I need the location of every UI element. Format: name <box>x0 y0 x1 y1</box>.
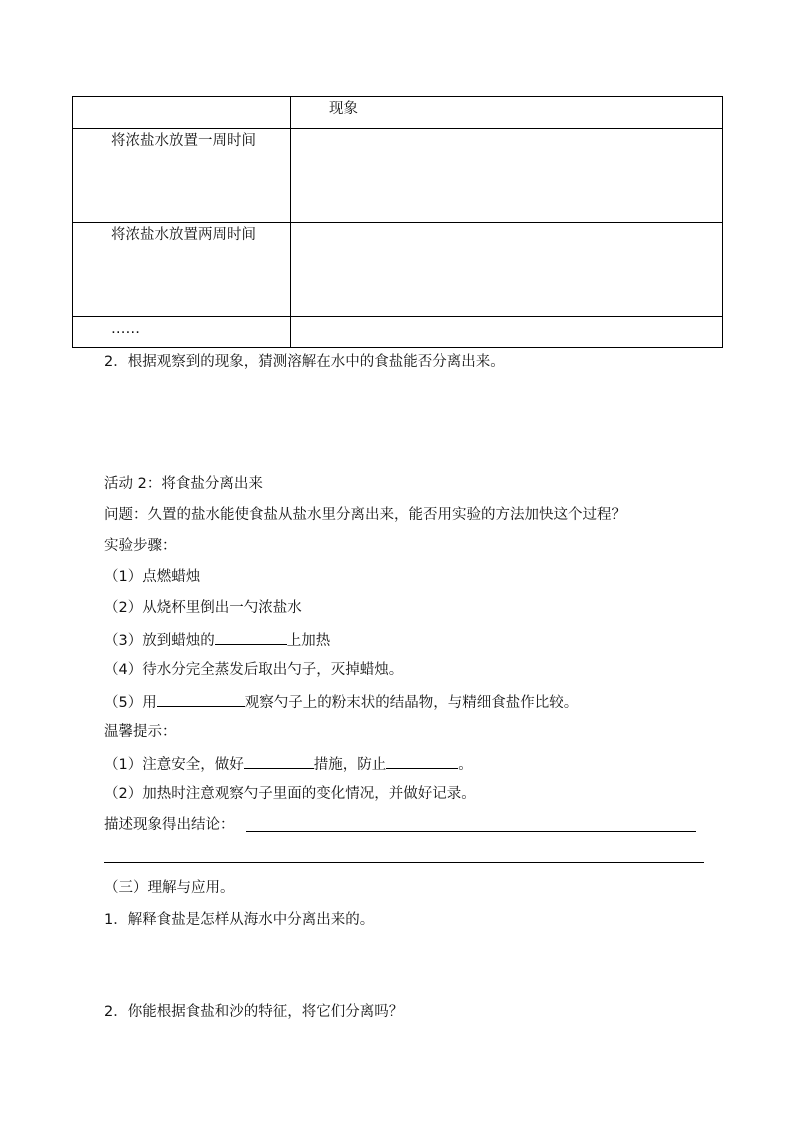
tips-heading: 温馨提示： <box>104 724 177 740</box>
table-row <box>73 129 723 223</box>
table-header-phenomenon <box>291 97 723 129</box>
step-3-suffix: 上加热 <box>286 633 331 649</box>
question-2: 2．根据观察到的现象，猜测溶解在水中的食盐能否分离出来。 <box>104 354 505 370</box>
row-label: 将浓盐水放置两周时间 <box>111 227 256 243</box>
row-label: 将浓盐水放置一周时间 <box>111 133 256 149</box>
tip-1-prefix: （1）注意安全，做好 <box>104 757 244 773</box>
section-3-question-2: 2．你能根据食盐和沙的特征，将它们分离吗？ <box>104 1004 404 1020</box>
observation-table <box>72 96 723 348</box>
row-phenomenon-cell[interactable] <box>291 129 723 223</box>
tip-2: （2）加热时注意观察勺子里面的变化情况，并做好记录。 <box>104 786 476 802</box>
step-3 <box>104 629 330 651</box>
row-label-cell <box>73 129 291 223</box>
step-5-prefix: （5）用 <box>104 695 157 711</box>
step-5-blank[interactable] <box>157 691 245 707</box>
tip-1-blank-prevent[interactable] <box>386 753 458 769</box>
tip-1-suffix: 。 <box>458 757 473 773</box>
row-label: …… <box>111 321 140 337</box>
header-phenomenon-label: 现象 <box>329 101 358 117</box>
table-header-row <box>73 97 723 129</box>
tip-1-middle: 措施，防止 <box>313 757 387 773</box>
step-1: （1）点燃蜡烛 <box>104 569 201 585</box>
row-label-cell <box>73 317 291 348</box>
conclusion-label: 描述现象得出结论： <box>104 817 235 833</box>
conclusion-answer-line-2[interactable] <box>104 862 704 863</box>
step-3-blank[interactable] <box>215 629 287 645</box>
row-phenomenon-cell[interactable] <box>291 223 723 317</box>
step-2: （2）从烧杯里倒出一勺浓盐水 <box>104 600 302 616</box>
step-5 <box>104 691 578 713</box>
activity-2-question: 问题：久置的盐水能使食盐从盐水里分离出来，能否用实验的方法加快这个过程？ <box>104 507 626 523</box>
conclusion-answer-line-1[interactable] <box>246 831 696 832</box>
step-4: （4）待水分完全蒸发后取出勺子，灭掉蜡烛。 <box>104 662 404 678</box>
section-3-title: （三）理解与应用。 <box>104 880 235 896</box>
row-phenomenon-cell[interactable] <box>291 317 723 348</box>
row-label-cell <box>73 223 291 317</box>
table-row <box>73 317 723 348</box>
table-row <box>73 223 723 317</box>
step-5-suffix: 观察勺子上的粉末状的结晶物，与精细食盐作比较。 <box>244 695 579 711</box>
section-3-question-1: 1．解释食盐是怎样从海水中分离出来的。 <box>104 912 375 928</box>
step-3-prefix: （3）放到蜡烛的 <box>104 633 215 649</box>
tip-1-blank-measures[interactable] <box>244 753 314 769</box>
activity-2-title: 活动 2：将食盐分离出来 <box>104 476 263 492</box>
steps-heading: 实验步骤： <box>104 538 177 554</box>
tip-1 <box>104 753 473 775</box>
table-header-empty <box>73 97 291 129</box>
